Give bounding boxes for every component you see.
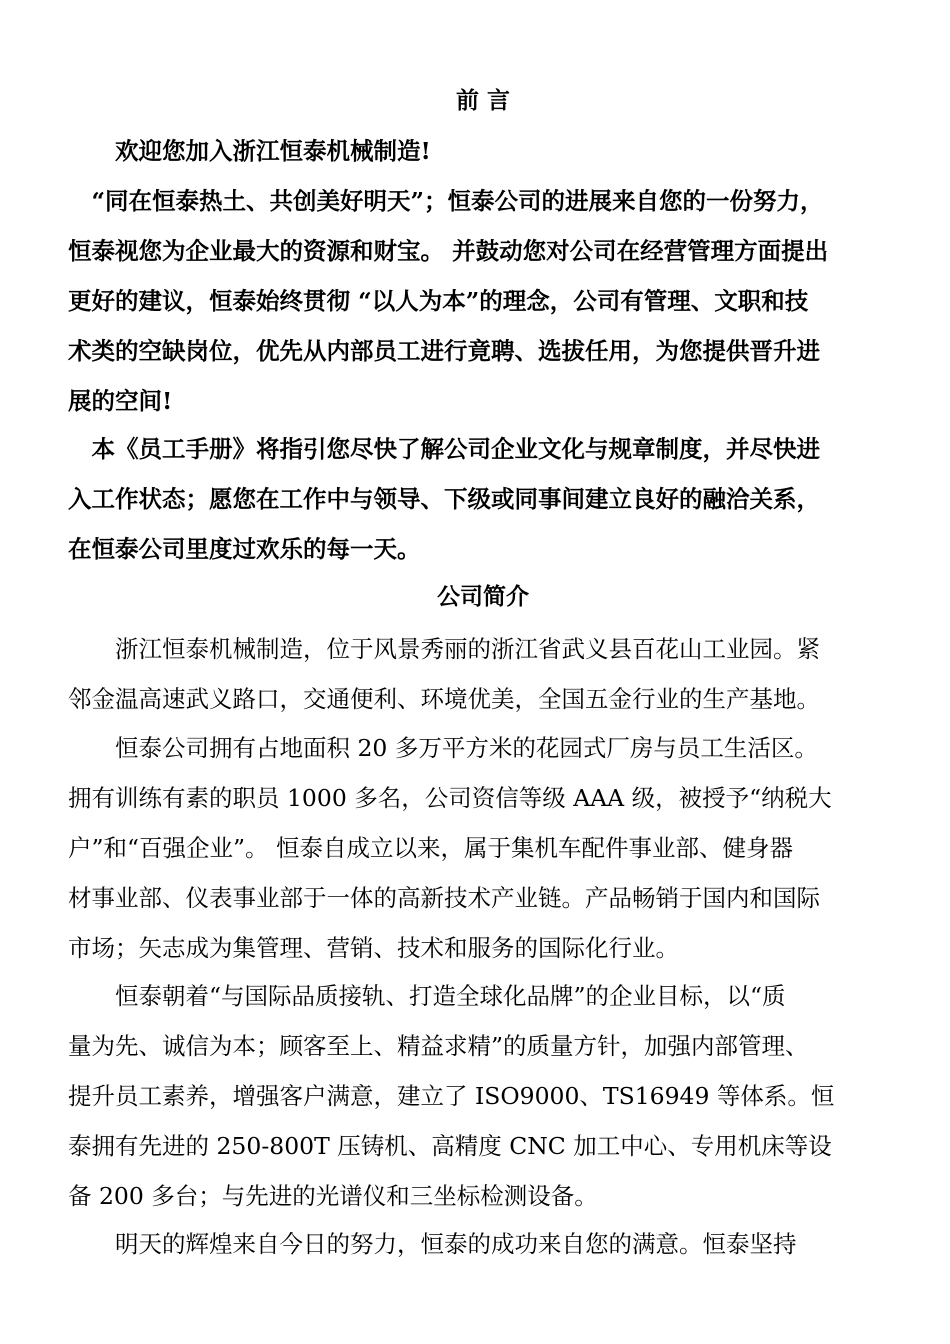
text-line: 术类的空缺岗位，优先从内部员工进行竟聘、选拔任用，为您提供晋升进 [68, 337, 820, 365]
text-line: 材事业部、仪表事业部于一体的高新技术产业链。产品畅销于国内和国际 [68, 884, 820, 912]
text-line: 提升员工素养，增强客户满意，建立了 ISO9000、TS16949 等体系。恒 [68, 1082, 835, 1110]
text-line: 恒泰朝着“与国际品质接轨、打造全球化品牌”的企业目标，以“质 [68, 982, 786, 1010]
text-line: 展的空间! [68, 387, 173, 415]
text-line: 入工作状态；愿您在工作中与领导、下级或同事间建立良好的融洽关系， [68, 485, 820, 513]
company-intro-title: 公司简介 [437, 583, 529, 610]
text-line: 泰拥有先进的 250-800T 压铸机、高精度 CNC 加工中心、专用机床等设 [68, 1132, 832, 1160]
intro-paragraph-2 [68, 723, 908, 973]
text-line: 明天的辉煌来自今日的努力，恒泰的成功来自您的满意。恒泰坚持 [68, 1230, 797, 1258]
text-line: 备 200 多台；与先进的光谱仪和三坐标检测设备。 [68, 1182, 598, 1210]
intro-paragraph-1 [68, 624, 908, 724]
intro-paragraph-4 [68, 1219, 908, 1269]
text-line: 更好的建议，恒泰始终贯彻 “以人为本”的理念，公司有管理、文职和技 [68, 287, 809, 315]
intro-paragraph-3 [68, 971, 908, 1221]
text-line: “同在恒泰热土、共创美好明天”；恒泰公司的进展来自您的一份努力， [68, 187, 824, 215]
text-line: 浙江恒泰机械制造，位于风景秀丽的浙江省武义县百花山工业园。紧 [68, 635, 820, 663]
text-line: 在恒泰公司里度过欢乐的每一天。 [68, 535, 421, 563]
text-line: 市场；矢志成为集管理、营销、技术和服务的国际化行业。 [68, 934, 679, 962]
preface-paragraph-2 [68, 424, 908, 574]
text-line: 量为先、诚信为本；顾客至上、精益求精”的质量方针，加强内部管理、 [68, 1032, 809, 1060]
text-line: 拥有训练有素的职员 1000 多名，公司资信等级 AAA 级，被授予“纳税大 [68, 784, 832, 812]
text-line: 本《员工手册》将指引您尽快了解公司企业文化与规章制度，并尽快进 [68, 435, 820, 463]
text-line: 邻金温高速武义路口，交通便利、环境优美，全国五金行业的生产基地。 [68, 685, 820, 713]
welcome-text: 欢迎您加入浙江恒泰机械制造! [68, 137, 431, 165]
welcome-line [68, 126, 908, 176]
text-line: 恒泰公司拥有占地面积 20 多万平方米的花园式厂房与员工生活区。 [68, 734, 818, 762]
text-line: 恒泰视您为企业最大的资源和财宝。 并鼓动您对公司在经营管理方面提出 [68, 237, 829, 265]
preface-paragraph-1 [68, 176, 908, 426]
text-line: 户”和“百强企业”。 恒泰自成立以来，属于集机车配件事业部、健身器 [68, 834, 794, 862]
preface-title: 前 言 [455, 87, 510, 114]
